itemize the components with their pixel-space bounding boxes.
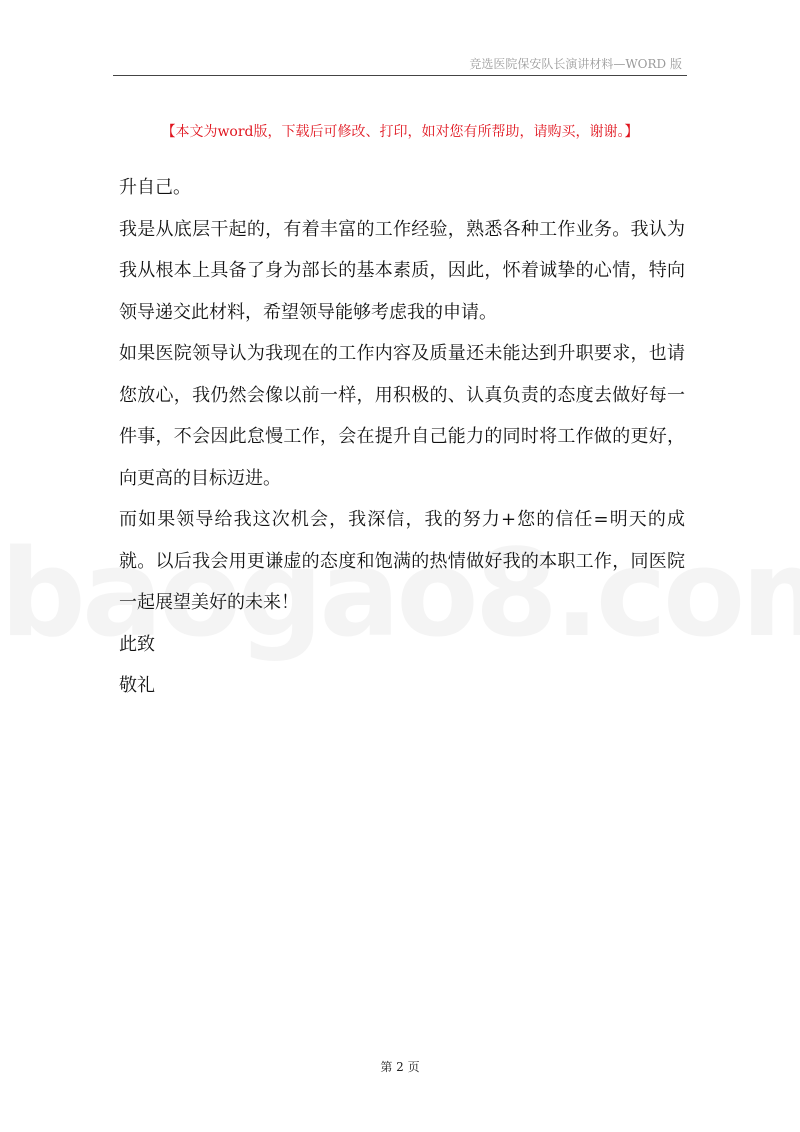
document-body xyxy=(119,167,685,707)
paragraph: 如果医院领导认为我现在的工作内容及质量还未能达到升职要求，也请您放心，我仍然会像以前一样，用积极的、认真负责的态度去做好每一件事，不会因此怠慢工作，会在提升自己能力的同时将工作做的更好，向更高的目标迈进。 xyxy=(119,343,685,489)
paragraph: 升自己。 xyxy=(119,177,191,198)
header-divider xyxy=(113,75,687,76)
salutation-line: 敬礼 xyxy=(119,675,155,696)
download-notice: 【本文为word版，下载后可修改、打印，如对您有所帮助，请购买，谢谢。】 xyxy=(161,124,639,140)
running-header-title: 竞选医院保安队长演讲材料—WORD 版 xyxy=(469,57,682,71)
closing-line: 此致 xyxy=(119,633,155,655)
paragraph: 我是从底层干起的，有着丰富的工作经验，熟悉各种工作业务。我认为我从根本上具备了身为部长的基本素质，因此，怀着诚挚的心情，特向领导递交此材料，希望领导能够考虑我的申请。 xyxy=(119,218,685,323)
page-number: 第 2 页 xyxy=(380,1060,420,1074)
paragraph: 而如果领导给我这次机会，我深信，我的努力+您的信任=明天的成就。以后我会用更谦虚的态度和饱满的热情做好我的本职工作，同医院一起展望美好的未来！ xyxy=(119,509,685,613)
